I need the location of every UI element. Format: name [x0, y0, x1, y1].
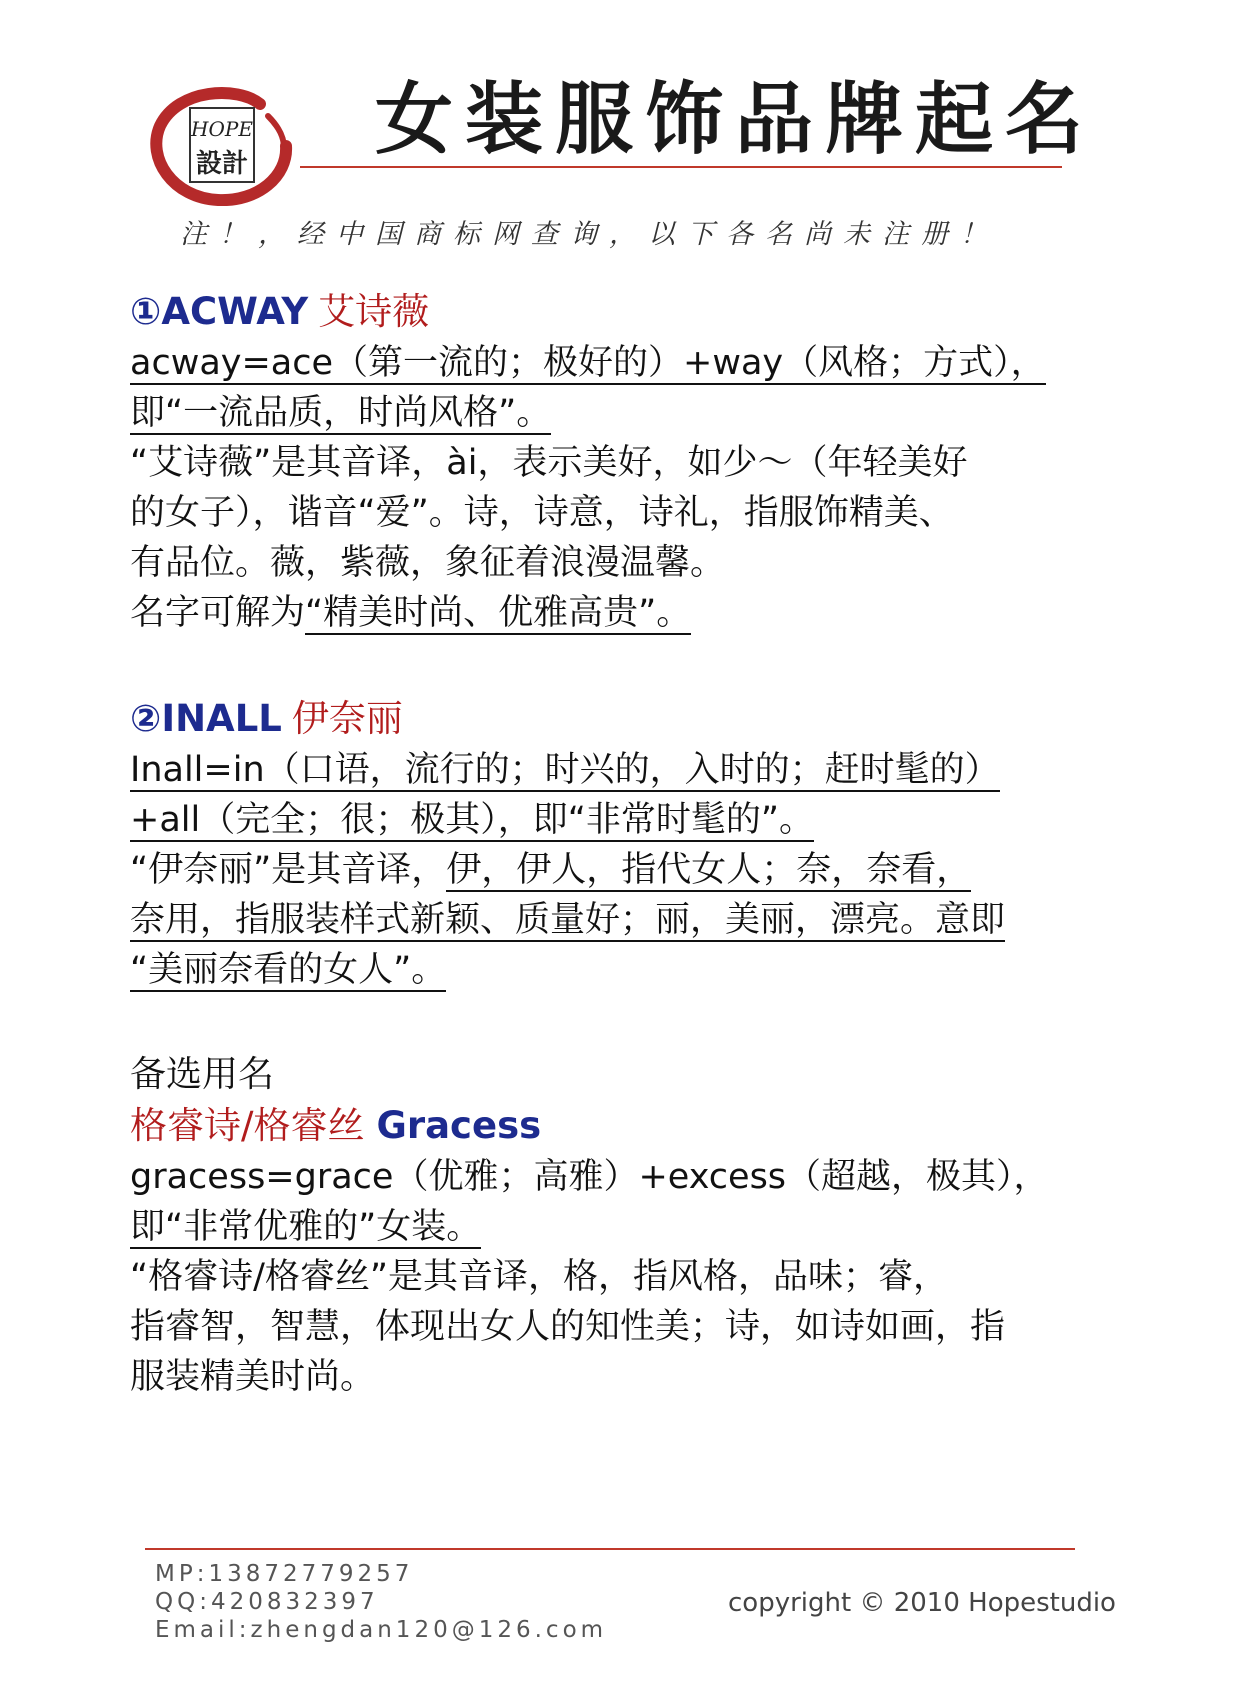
underlined-text: 即“非常优雅的”女装。 — [130, 1207, 482, 1247]
brand-english: INALL — [161, 697, 282, 740]
brand-heading — [130, 286, 1140, 338]
underlined-text: +all（完全；很；极其），即“非常时髦的”。 — [130, 800, 814, 840]
brand-heading — [130, 693, 1140, 745]
brand-number: ② — [130, 697, 162, 740]
body-text: 指睿智，智慧，体现出女人的知性美；诗，如诗如画，指 — [130, 1307, 1006, 1347]
text-line — [130, 488, 1140, 538]
registration-notice: 注！，经中国商标网查询，以下各名尚未注册！ — [180, 219, 999, 250]
body-text: “艾诗薇”是其音译，ài，表示美好，如少～（年轻美好 — [130, 443, 968, 483]
text-line — [130, 1252, 1140, 1302]
contact-qq: QQ:420832397 — [155, 1589, 379, 1615]
text-line — [130, 845, 1140, 895]
text-line — [130, 1352, 1140, 1402]
underlined-text: acway=ace（第一流的；极好的）+way（风格；方式）， — [130, 343, 1046, 383]
underlined-text: Inall=in（口语，流行的；时兴的，入时的；赶时髦的） — [130, 750, 1000, 790]
underlined-text: 奈用，指服装样式新颖、质量好；丽，美丽，漂亮。意即 — [130, 900, 1006, 940]
text-line — [130, 588, 1140, 638]
alternate-name-heading — [130, 1100, 1140, 1152]
alternate-name-en: Gracess — [376, 1104, 542, 1147]
text-line — [130, 1152, 1140, 1202]
underlined-text: 伊，伊人，指代女人；奈，奈看， — [446, 850, 972, 890]
brand-name-cn: 艾诗薇 — [318, 290, 430, 333]
text-line — [130, 538, 1140, 588]
alternate-section — [130, 1050, 1140, 1402]
underlined-text: “精美时尚、优雅高贵”。 — [305, 593, 692, 633]
text-line — [130, 1202, 1140, 1252]
brand-name-en — [130, 697, 282, 740]
contact-phone: MP:13872779257 — [155, 1561, 414, 1587]
body-text: 服装精美时尚。 — [130, 1357, 376, 1397]
text-line — [130, 338, 1140, 388]
brand-name-cn: 伊奈丽 — [291, 697, 403, 740]
body-text: “格睿诗/格睿丝”是其音译，格，指风格，品味；睿， — [130, 1257, 949, 1297]
hope-design-logo — [148, 86, 298, 206]
body-text: 名字可解为 — [130, 593, 306, 633]
brand-section-1 — [130, 286, 1140, 638]
body-text: 有品位。薇，紫薇，象征着浪漫温馨。 — [130, 543, 726, 583]
alternate-name-cn: 格睿诗/格睿丝 — [130, 1104, 365, 1147]
footer-divider — [145, 1548, 1075, 1550]
copyright-notice: copyright © 2010 Hopestudio — [728, 1588, 1116, 1618]
contact-email: Email:zhengdan120@126.com — [155, 1617, 608, 1643]
text-line — [130, 388, 1140, 438]
text-line — [130, 745, 1140, 795]
body-text: gracess=grace（优雅；高雅）+excess（超越，极其）， — [130, 1157, 1049, 1197]
text-line — [130, 1302, 1140, 1352]
text-line — [130, 438, 1140, 488]
text-line — [130, 895, 1140, 945]
svg-text:設計: 設計 — [195, 149, 249, 179]
brand-english: ACWAY — [161, 290, 309, 333]
text-line — [130, 945, 1140, 995]
alternate-heading: 备选用名 — [130, 1054, 275, 1095]
underlined-text: 即“一流品质，时尚风格”。 — [130, 393, 552, 433]
svg-text:HOPE: HOPE — [191, 117, 253, 141]
text-line — [130, 795, 1140, 845]
title-divider — [300, 166, 1062, 168]
contact-info — [155, 1560, 607, 1644]
page-title: 女装服饰品牌起名 — [375, 75, 1096, 165]
brand-number: ① — [130, 290, 162, 333]
underlined-text: “美丽奈看的女人”。 — [130, 950, 447, 990]
brand-name-en — [130, 290, 308, 333]
brand-section-2 — [130, 693, 1140, 995]
main-content — [130, 286, 1140, 1457]
body-text: “伊奈丽”是其音译， — [130, 850, 447, 890]
body-text: 的女子），谐音“爱”。诗，诗意，诗礼，指服饰精美、 — [130, 493, 954, 533]
